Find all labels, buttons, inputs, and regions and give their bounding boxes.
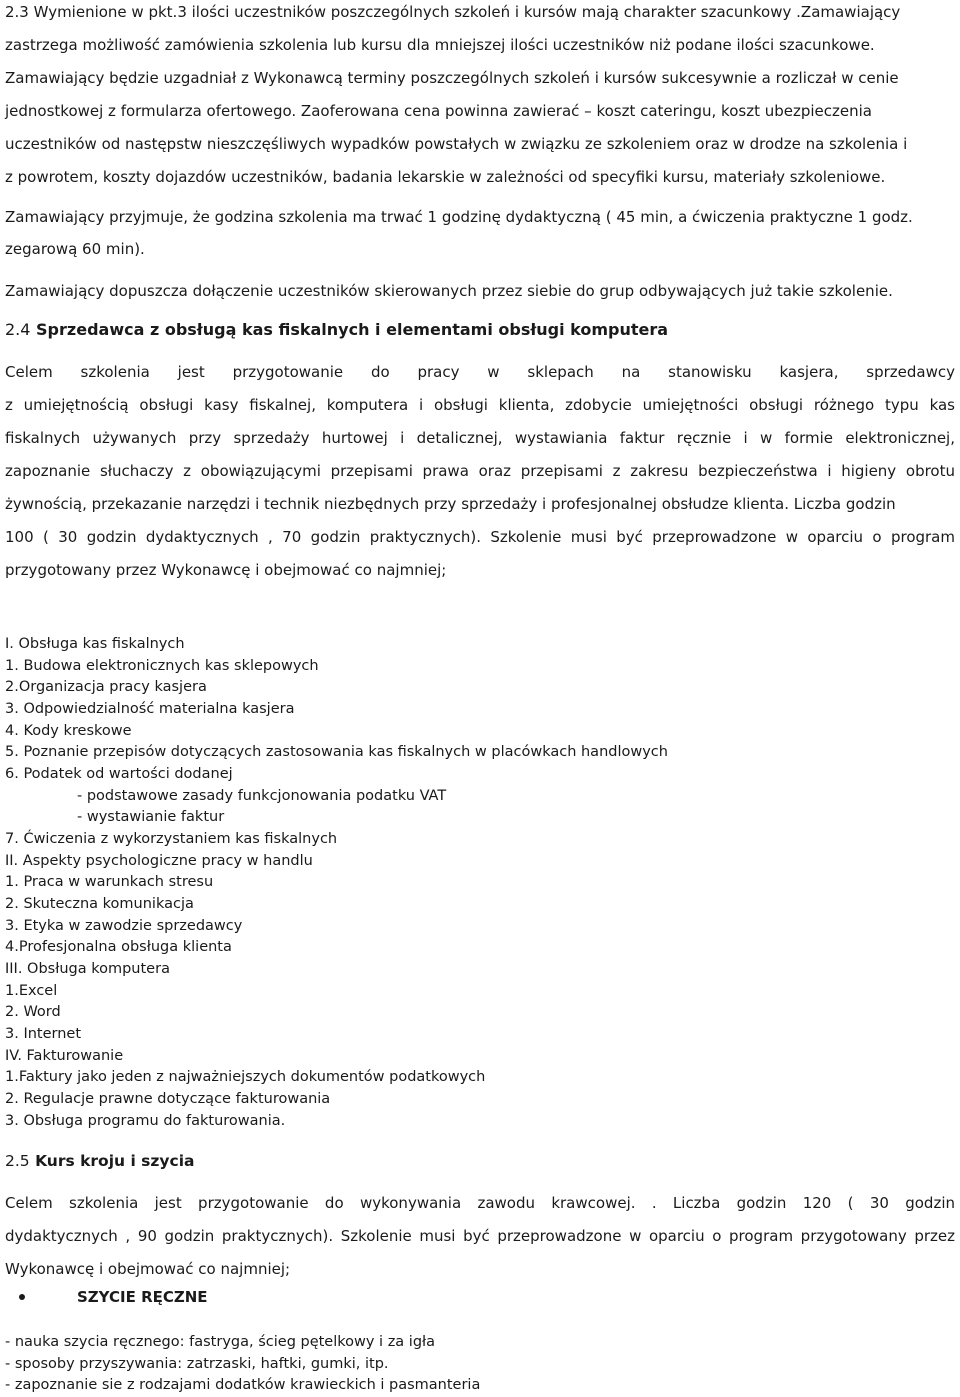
program-item: 3. Internet: [5, 1026, 82, 1042]
paragraph-line: z umiejętnością obsługi kasy fiskalnej, komputera i obsługi klienta, zdobycie umiejętności obsługi różnego typu kas: [5, 396, 955, 414]
paragraph-line: Wykonawcę i obejmować co najmniej;: [5, 1260, 291, 1278]
program-item: 6. Podatek od wartości dodanej: [5, 766, 233, 782]
paragraph-line: zapoznanie słuchaczy z obowiązującymi przepisami prawa oraz przepisami z zakresu bezpieczeństwa i higieny obrotu: [5, 462, 955, 480]
section-heading: [5, 1151, 194, 1171]
paragraph-line: 100 ( 30 godzin dydaktycznych , 70 godzin praktycznych). Szkolenie musi być przeprowadzone w oparciu o program: [5, 528, 955, 546]
paragraph-line: Zamawiający przyjmuje, że godzina szkolenia ma trwać 1 godzinę dydaktyczną ( 45 min, a ćwiczenia praktyczne 1 godz.: [5, 208, 913, 226]
program-item: I. Obsługa kas fiskalnych: [5, 636, 185, 652]
program-item: 4. Kody kreskowe: [5, 723, 132, 739]
paragraph-line: jednostkowej z formularza ofertowego. Zaoferowana cena powinna zawierać – koszt cateringu, koszt ubezpieczenia: [5, 102, 872, 120]
section-number: 2.4: [5, 320, 31, 339]
bullet-item: [5, 1287, 955, 1307]
program-subitem: - wystawianie faktur: [77, 809, 225, 825]
paragraph-line: żywnością, przekazanie narzędzi i technik niezbędnych przy sprzedaży i profesjonalnej obsłudze klienta. Liczba godzin: [5, 495, 896, 513]
program-item: 1.Faktury jako jeden z najważniejszych dokumentów podatkowych: [5, 1069, 486, 1085]
bullet-label: SZYCIE RĘCZNE: [77, 1288, 208, 1306]
program-item: 1. Praca w warunkach stresu: [5, 874, 214, 890]
list-item: - zapoznanie sie z rodzajami dodatków krawieckich i pasmanteria: [5, 1377, 481, 1393]
program-item: IV. Fakturowanie: [5, 1048, 124, 1064]
paragraph-line: zegarową 60 min).: [5, 240, 145, 258]
paragraph-line: fiskalnych używanych przy sprzedaży hurtowej i detalicznej, wystawiania faktur ręcznie i w formie elektronicznej,: [5, 429, 955, 447]
paragraph-line: przygotowany przez Wykonawcę i obejmować co najmniej;: [5, 561, 447, 579]
program-item: 7. Ćwiczenia z wykorzystaniem kas fiskalnych: [5, 831, 338, 847]
program-item: 1.Excel: [5, 983, 58, 999]
program-item: 1. Budowa elektronicznych kas sklepowych: [5, 658, 319, 674]
paragraph-line: dydaktycznych , 90 godzin praktycznych). Szkolenie musi być przeprowadzone w oparciu o program przygotowany przez: [5, 1227, 955, 1245]
program-item: III. Obsługa komputera: [5, 961, 170, 977]
program-item: II. Aspekty psychologiczne pracy w handlu: [5, 853, 313, 869]
program-item: 2. Skuteczna komunikacja: [5, 896, 194, 912]
paragraph-line: Celem szkolenia jest przygotowanie do wykonywania zawodu krawcowej. . Liczba godzin 120 ( 30 godzin: [5, 1194, 955, 1212]
program-item: 4.Profesjonalna obsługa klienta: [5, 939, 232, 955]
program-subitem: - podstawowe zasady funkcjonowania podatku VAT: [77, 788, 447, 804]
program-item: 3. Odpowiedzialność materialna kasjera: [5, 701, 295, 717]
section-title: Kurs kroju i szycia: [35, 1152, 195, 1170]
paragraph-line: 2.3 Wymienione w pkt.3 ilości uczestników poszczególnych szkoleń i kursów mają charakter szacunkowy .Zamawiający: [5, 3, 901, 21]
program-item: 3. Etyka w zawodzie sprzedawcy: [5, 918, 243, 934]
paragraph-line: uczestników od następstw nieszczęśliwych wypadków powstałych w związku ze szkoleniem oraz w drodze na szkolenia i: [5, 135, 908, 153]
paragraph-line: Zamawiający będzie uzgadniał z Wykonawcą terminy poszczególnych szkoleń i kursów sukcesywnie a rozliczał w cenie: [5, 69, 899, 87]
section-title: Sprzedawca z obsługą kas fiskalnych i elementami obsługi komputera: [36, 320, 669, 339]
paragraph-line: zastrzega możliwość zamówienia szkolenia lub kursu dla mniejszej ilości uczestników niż podane ilości szacunkowe.: [5, 36, 875, 54]
list-item: - nauka szycia ręcznego: fastryga, ścieg pętelkowy i za igła: [5, 1334, 436, 1350]
program-item: 2. Regulacje prawne dotyczące fakturowania: [5, 1091, 331, 1107]
bullet-icon: [19, 1294, 25, 1300]
section-number: 2.5: [5, 1152, 30, 1170]
paragraph-line: Celem szkolenia jest przygotowanie do pracy w sklepach na stanowisku kasjera, sprzedawcy: [5, 363, 955, 381]
program-item: 3. Obsługa programu do fakturowania.: [5, 1113, 286, 1129]
list-item: - sposoby przyszywania: zatrzaski, haftki, gumki, itp.: [5, 1356, 389, 1372]
paragraph-line: z powrotem, koszty dojazdów uczestników, badania lekarskie w zależności od specyfiki kursu, materiały szkoleniowe.: [5, 168, 886, 186]
program-item: 5. Poznanie przepisów dotyczących zastosowania kas fiskalnych w placówkach handlowych: [5, 744, 668, 760]
section-heading: [5, 320, 668, 340]
program-item: 2. Word: [5, 1004, 61, 1020]
paragraph-line: Zamawiający dopuszcza dołączenie uczestników skierowanych przez siebie do grup odbywających już takie szkolenie.: [5, 282, 893, 300]
program-item: 2.Organizacja pracy kasjera: [5, 679, 207, 695]
